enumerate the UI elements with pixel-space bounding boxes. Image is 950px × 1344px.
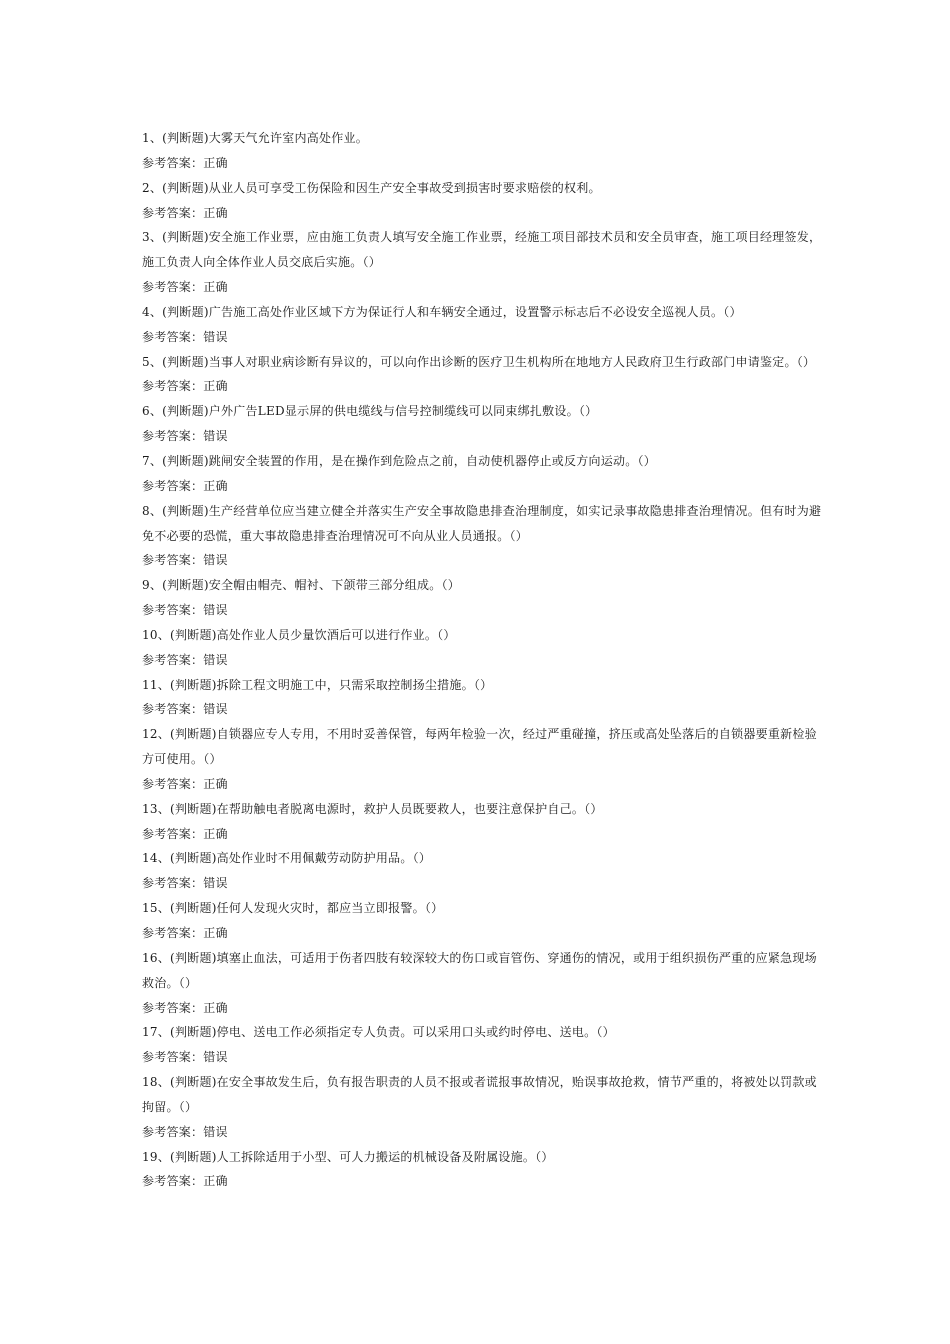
question-number: 12 [142, 727, 158, 742]
question-body: 安全帽由帽壳、帽衬、下颌带三部分组成。（） [208, 578, 461, 593]
answer-value: 正确 [203, 776, 228, 791]
question-separator: 、 [149, 503, 163, 518]
question-body: 拆除工程文明施工中，只需采取控制扬尘措施。（） [216, 677, 493, 692]
question-number: 2 [142, 180, 150, 195]
answer-label: 参考答案： [142, 329, 204, 344]
question-text [142, 846, 822, 871]
question-separator: 、 [157, 1149, 171, 1164]
answer-label: 参考答案： [142, 1000, 204, 1015]
question-type: (判断题) [170, 851, 217, 866]
answer-label: 参考答案： [142, 776, 204, 791]
question-item [142, 499, 822, 574]
question-number: 17 [142, 1025, 158, 1040]
question-type: (判断题) [162, 180, 209, 195]
answer-line [142, 1045, 822, 1070]
answer-line [142, 822, 822, 847]
question-item [142, 573, 822, 623]
answer-label: 参考答案： [142, 429, 204, 444]
answer-line [142, 201, 822, 226]
question-text [142, 399, 822, 424]
answer-label: 参考答案： [142, 478, 204, 493]
question-text [142, 1145, 822, 1170]
answer-line [142, 772, 822, 797]
question-separator: 、 [157, 627, 171, 642]
question-separator: 、 [149, 354, 163, 369]
question-text [142, 350, 822, 375]
question-number: 4 [142, 304, 150, 319]
question-text [142, 126, 822, 151]
question-separator: 、 [149, 230, 163, 245]
question-item [142, 176, 822, 226]
answer-line [142, 275, 822, 300]
question-type: (判断题) [170, 677, 217, 692]
answer-line [142, 1169, 822, 1194]
question-text [142, 499, 822, 549]
question-body: 在安全事故发生后，负有报告职责的人员不报或者谎报事故情况，贻误事故抢救，情节严重的，将被处以罚款或拘留。（） [142, 1075, 817, 1114]
question-type: (判断题) [170, 950, 217, 965]
question-number: 14 [142, 851, 158, 866]
question-number: 9 [142, 578, 150, 593]
question-type: (判断题) [170, 1075, 217, 1090]
question-text [142, 896, 822, 921]
question-type: (判断题) [162, 304, 209, 319]
answer-value: 错误 [203, 702, 228, 717]
answer-value: 错误 [203, 1050, 228, 1065]
question-type: (判断题) [162, 503, 209, 518]
question-item [142, 797, 822, 847]
answer-label: 参考答案： [142, 876, 204, 891]
question-number: 16 [142, 950, 158, 965]
question-body: 大雾天气允许室内高处作业。 [208, 131, 369, 145]
answer-value: 正确 [203, 379, 228, 394]
question-number: 6 [142, 404, 150, 419]
question-item [142, 126, 822, 176]
question-item [142, 225, 822, 300]
question-body: 广告施工高处作业区域下方为保证行人和车辆安全通过，设置警示标志后不必设安全巡视人员。（） [208, 304, 742, 319]
answer-label: 参考答案： [142, 553, 204, 568]
question-body: 安全施工作业票，应由施工负责人填写安全施工作业票，经施工项目部技术员和安全员审查，施工项目经理签发，施工负责人向全体作业人员交底后实施。（） [142, 230, 822, 270]
question-type: (判断题) [162, 230, 209, 245]
question-body: 跳闸安全装置的作用，是在操作到危险点之前，自动使机器停止或反方向运动。（） [208, 453, 657, 468]
question-number: 15 [142, 901, 158, 916]
question-item [142, 722, 822, 797]
question-number: 5 [142, 354, 150, 369]
question-text [142, 225, 822, 275]
question-separator: 、 [157, 950, 171, 965]
question-separator: 、 [157, 677, 171, 692]
answer-line [142, 921, 822, 946]
question-item [142, 300, 822, 350]
answer-label: 参考答案： [142, 280, 204, 295]
question-type: (判断题) [170, 627, 217, 642]
question-type: (判断题) [170, 901, 217, 916]
question-body: 任何人发现火灾时，都应当立即报警。（） [216, 901, 444, 916]
question-text [142, 573, 822, 598]
answer-line [142, 548, 822, 573]
answer-line [142, 871, 822, 896]
question-separator: 、 [149, 578, 163, 593]
question-type: (判断题) [162, 354, 209, 369]
answer-line [142, 1120, 822, 1145]
question-body: 填塞止血法，可适用于伤者四肢有较深较大的伤口或盲管伤、穿通伤的情况，或用于组织损伤严重的应紧急现场救治。（） [142, 950, 817, 990]
question-number: 18 [142, 1075, 158, 1090]
question-item [142, 1020, 822, 1070]
question-separator: 、 [157, 801, 171, 816]
answer-value: 正确 [203, 280, 228, 295]
question-separator: 、 [149, 404, 163, 419]
question-body: 人工拆除适用于小型、可人力搬运的机械设备及附属设施。（） [216, 1149, 554, 1164]
answer-value: 正确 [203, 826, 228, 841]
question-type: (判断题) [162, 578, 209, 593]
question-item [142, 946, 822, 1021]
question-type: (判断题) [170, 727, 217, 742]
answer-value: 正确 [203, 155, 228, 170]
answer-value: 正确 [203, 1000, 228, 1015]
question-body: 高处作业时不用佩戴劳动防护用品。（） [216, 851, 432, 866]
answer-line [142, 474, 822, 499]
question-separator: 、 [149, 131, 163, 145]
answer-line [142, 697, 822, 722]
question-type: (判断题) [162, 453, 209, 468]
question-separator: 、 [149, 453, 163, 468]
question-text [142, 1020, 822, 1045]
question-text [142, 449, 822, 474]
question-body: 自锁器应专人专用，不用时妥善保管，每两年检验一次，经过严重碰撞，挤压或高处坠落后的自锁器要重新检验方可使用。（） [142, 727, 817, 767]
question-item [142, 896, 822, 946]
question-text [142, 1070, 822, 1120]
question-text [142, 797, 822, 822]
question-type: (判断题) [170, 1149, 217, 1164]
answer-line [142, 598, 822, 623]
question-text [142, 946, 822, 996]
question-item [142, 623, 822, 673]
question-text [142, 176, 822, 201]
question-item [142, 449, 822, 499]
answer-value: 错误 [203, 652, 228, 667]
question-text [142, 623, 822, 648]
question-item [142, 1070, 822, 1145]
answer-label: 参考答案： [142, 702, 204, 717]
document-page [142, 126, 822, 1194]
question-text [142, 300, 822, 325]
question-body: 停电、送电工作必须指定专人负责。可以采用口头或约时停电、送电。（） [216, 1025, 615, 1040]
answer-value: 正确 [203, 1174, 228, 1189]
question-type: (判断题) [162, 404, 209, 419]
question-text [142, 673, 822, 698]
question-body: 户外广告LED显示屏的供电缆线与信号控制缆线可以同束绑扎敷设。（） [208, 404, 598, 419]
answer-label: 参考答案： [142, 1050, 204, 1065]
answer-label: 参考答案： [142, 1124, 204, 1139]
question-type: (判断题) [170, 1025, 217, 1040]
answer-line [142, 648, 822, 673]
answer-value: 错误 [203, 429, 228, 444]
answer-line [142, 424, 822, 449]
question-body: 从业人员可享受工伤保险和因生产安全事故受到损害时要求赔偿的权利。 [208, 180, 601, 195]
answer-label: 参考答案： [142, 652, 204, 667]
question-number: 11 [142, 677, 158, 692]
answer-label: 参考答案： [142, 155, 204, 170]
question-body: 在帮助触电者脱离电源时，救护人员既要救人，也要注意保护自己。（） [216, 801, 603, 816]
question-separator: 、 [157, 851, 171, 866]
answer-value: 错误 [203, 1124, 228, 1139]
answer-label: 参考答案： [142, 826, 204, 841]
question-number: 8 [142, 503, 150, 518]
answer-label: 参考答案： [142, 603, 204, 618]
answer-line [142, 374, 822, 399]
question-number: 1 [142, 131, 150, 145]
answer-label: 参考答案： [142, 1174, 204, 1189]
question-number: 10 [142, 627, 158, 642]
answer-value: 错误 [203, 603, 228, 618]
question-number: 7 [142, 453, 150, 468]
answer-value: 正确 [203, 478, 228, 493]
question-number: 13 [142, 801, 158, 816]
question-item [142, 350, 822, 400]
answer-label: 参考答案： [142, 205, 204, 220]
question-body: 高处作业人员少量饮酒后可以进行作业。（） [216, 627, 456, 642]
answer-label: 参考答案： [142, 379, 204, 394]
answer-value: 错误 [203, 876, 228, 891]
answer-value: 错误 [203, 553, 228, 568]
question-type: (判断题) [170, 801, 217, 816]
answer-value: 正确 [203, 926, 228, 940]
question-item [142, 399, 822, 449]
question-separator: 、 [149, 180, 163, 195]
answer-line [142, 151, 822, 176]
question-separator: 、 [157, 1075, 171, 1090]
answer-line [142, 996, 822, 1021]
question-item [142, 846, 822, 896]
question-item [142, 1145, 822, 1195]
question-item [142, 673, 822, 723]
question-separator: 、 [157, 727, 171, 742]
answer-line [142, 325, 822, 350]
answer-value: 正确 [203, 205, 228, 220]
question-number: 3 [142, 230, 150, 245]
question-type: (判断题) [162, 131, 209, 145]
question-number: 19 [142, 1149, 158, 1164]
question-body: 生产经营单位应当建立健全并落实生产安全事故隐患排查治理制度，如实记录事故隐患排查治理情况。但有时为避免不必要的恐慌，重大事故隐患排查治理情况可不向从业人员通报。（） [142, 503, 822, 543]
answer-label: 参考答案： [142, 926, 204, 940]
answer-value: 错误 [203, 329, 228, 344]
question-body: 当事人对职业病诊断有异议的，可以向作出诊断的医疗卫生机构所在地地方人民政府卫生行政部门申请鉴定。（） [208, 354, 816, 369]
question-separator: 、 [157, 1025, 171, 1040]
question-separator: 、 [149, 304, 163, 319]
question-separator: 、 [157, 901, 171, 916]
question-text [142, 722, 822, 772]
